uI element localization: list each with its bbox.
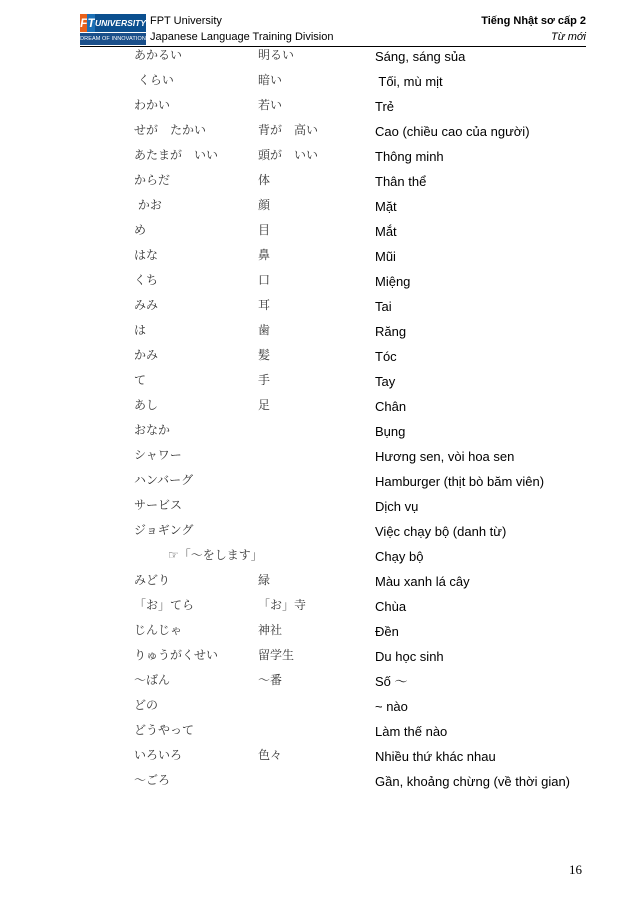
vocab-meaning: Cao (chiều cao của người) [375, 124, 530, 139]
vocab-kana: ハンバーグ [134, 473, 194, 487]
vocab-row [0, 69, 638, 94]
vocab-kana: あかるい [134, 48, 183, 62]
vocab-meaning: Gần, khoảng chừng (về thời gian) [375, 774, 571, 789]
vocab-kanji: 神社 [258, 623, 283, 637]
vocab-row [0, 94, 638, 119]
logo-tagline: DREAM OF INNOVATION [80, 33, 146, 45]
vocab-meaning: Đền [375, 624, 399, 639]
logo-wordmark [80, 14, 146, 32]
vocab-row [0, 44, 638, 69]
vocab-row [0, 644, 638, 669]
vocab-meaning: Tai [375, 299, 392, 314]
vocab-kanji: 足 [258, 398, 271, 412]
vocab-kanji: 「お」寺 [258, 598, 307, 612]
vocab-row [0, 669, 638, 694]
vocab-kana: サービス [134, 498, 183, 512]
vocab-meaning: Dịch vụ [375, 499, 419, 514]
vocab-kana: ジョギング [134, 523, 194, 537]
vocab-kanji: 歯 [258, 323, 271, 337]
vocab-kana: わかい [134, 98, 171, 112]
vocab-row [0, 744, 638, 769]
vocab-kanji: 目 [258, 223, 271, 237]
vocab-row [0, 694, 638, 719]
vocab-meaning: Trẻ [375, 99, 395, 114]
vocab-kanji: 口 [258, 273, 271, 287]
vocab-meaning: Mắt [375, 224, 397, 239]
vocab-kanji: 顔 [258, 198, 271, 212]
vocab-meaning: Du học sinh [375, 649, 444, 664]
logo-mark-t: T [87, 16, 95, 30]
vocab-kana: 「お」てら [134, 598, 195, 612]
vocab-kana: どうやって [134, 723, 195, 737]
vocab-row [0, 169, 638, 194]
vocab-kana: からだ [134, 173, 171, 187]
vocab-meaning: Nhiều thứ khác nhau [375, 749, 496, 764]
header-section-title: Từ mới [550, 31, 586, 43]
vocab-meaning: Mũi [375, 249, 396, 264]
vocab-meaning: Tối, mù mịt [375, 74, 443, 89]
vocab-kanji: 明るい [258, 48, 295, 62]
vocab-row [0, 419, 638, 444]
vocab-row [0, 569, 638, 594]
vocab-kanji: ～番 [258, 673, 283, 687]
vocab-row [0, 394, 638, 419]
vocab-meaning: Thân thể [375, 174, 427, 189]
vocab-row [0, 719, 638, 744]
vocab-meaning: Mặt [375, 199, 397, 214]
vocab-meaning: Chùa [375, 599, 407, 614]
vocab-meaning: Việc chạy bộ (danh từ) [375, 524, 507, 539]
vocab-meaning: Bụng [375, 424, 406, 439]
vocab-kana: くらい [134, 73, 174, 87]
vocab-row [0, 544, 638, 569]
header-course-title: Tiếng Nhật sơ cấp 2 [481, 15, 586, 27]
vocab-kana: みみ [134, 298, 159, 312]
page-header [0, 0, 638, 48]
vocab-meaning: Thông minh [375, 149, 444, 164]
fpt-university-logo [80, 14, 146, 46]
vocab-kana: いろいろ [134, 748, 183, 762]
vocab-kanji: 髪 [258, 348, 271, 362]
vocab-meaning: Hamburger (thịt bò băm viên) [375, 474, 545, 489]
vocab-kana: じんじゃ [134, 623, 183, 637]
vocab-kanji: 背が 高い [258, 123, 319, 137]
vocab-kanji: 暗い [258, 73, 283, 87]
header-division: Japanese Language Training Division [150, 31, 334, 43]
vocab-row [0, 594, 638, 619]
vocab-kana: め [134, 223, 147, 237]
vocab-meaning: ~ nào [375, 699, 408, 714]
vocab-kana: りゅうがくせい [134, 648, 219, 662]
vocab-kanji: 耳 [258, 298, 271, 312]
vocab-kanji: 留学生 [258, 648, 295, 662]
vocab-kanji: 緑 [258, 573, 271, 587]
vocabulary-list [0, 44, 638, 794]
vocab-kana: せが たかい [134, 123, 207, 137]
vocab-kana: おなか [134, 423, 171, 437]
vocab-kanji: 色々 [258, 748, 283, 762]
vocab-kana: シャワー [134, 448, 182, 462]
vocab-meaning: Tay [375, 374, 396, 389]
vocab-meaning: Miệng [375, 274, 411, 289]
vocab-kana: あたまが いい [134, 148, 219, 162]
vocab-kana: どの [134, 698, 159, 712]
vocab-row [0, 294, 638, 319]
vocab-row [0, 344, 638, 369]
vocab-meaning: Số ～ [375, 674, 408, 689]
vocab-kana: ～ごろ [134, 773, 171, 787]
vocab-meaning: Màu xanh lá cây [375, 574, 470, 589]
vocab-row [0, 269, 638, 294]
vocab-row [0, 769, 638, 794]
vocab-meaning: Chân [375, 399, 407, 414]
logo-mark-f: F [80, 16, 88, 30]
vocab-kanji: 鼻 [258, 248, 271, 262]
header-organization: FPT University [150, 15, 222, 27]
vocab-kana: くち [134, 273, 159, 287]
vocab-kana: て [134, 373, 147, 387]
vocab-kanji: 頭が いい [258, 148, 319, 162]
vocab-row [0, 144, 638, 169]
page-number: 16 [569, 862, 582, 877]
vocab-meaning: Răng [375, 324, 407, 339]
vocab-meaning: Sáng, sáng sủa [375, 49, 466, 64]
vocab-row [0, 619, 638, 644]
vocab-row [0, 369, 638, 394]
vocab-meaning: Chạy bộ [375, 549, 424, 564]
vocab-row [0, 494, 638, 519]
vocab-row [0, 119, 638, 144]
vocab-kanji: 若い [258, 98, 283, 112]
vocab-kana: はな [134, 248, 159, 262]
vocab-kana: ～ばん [134, 673, 171, 687]
vocab-kana: かみ [134, 348, 159, 362]
vocab-row [0, 469, 638, 494]
vocab-row [0, 219, 638, 244]
vocab-meaning: Làm thế nào [375, 724, 448, 739]
vocab-row [0, 244, 638, 269]
vocab-meaning: Tóc [375, 349, 397, 364]
vocab-kanji: 体 [258, 173, 271, 187]
vocab-kana: ☞「～をします」 [168, 548, 263, 562]
vocab-kana: あし [134, 398, 159, 412]
vocab-row [0, 444, 638, 469]
vocab-meaning: Hương sen, vòi hoa sen [375, 449, 515, 464]
vocab-row [0, 519, 638, 544]
vocab-kanji: 手 [258, 373, 271, 387]
vocab-kana: は [134, 323, 147, 337]
vocab-kana: みどり [134, 573, 171, 587]
vocab-row [0, 319, 638, 344]
vocab-kana: かお [134, 198, 162, 212]
vocab-row [0, 194, 638, 219]
logo-word: UNIVERSITY [95, 14, 146, 32]
